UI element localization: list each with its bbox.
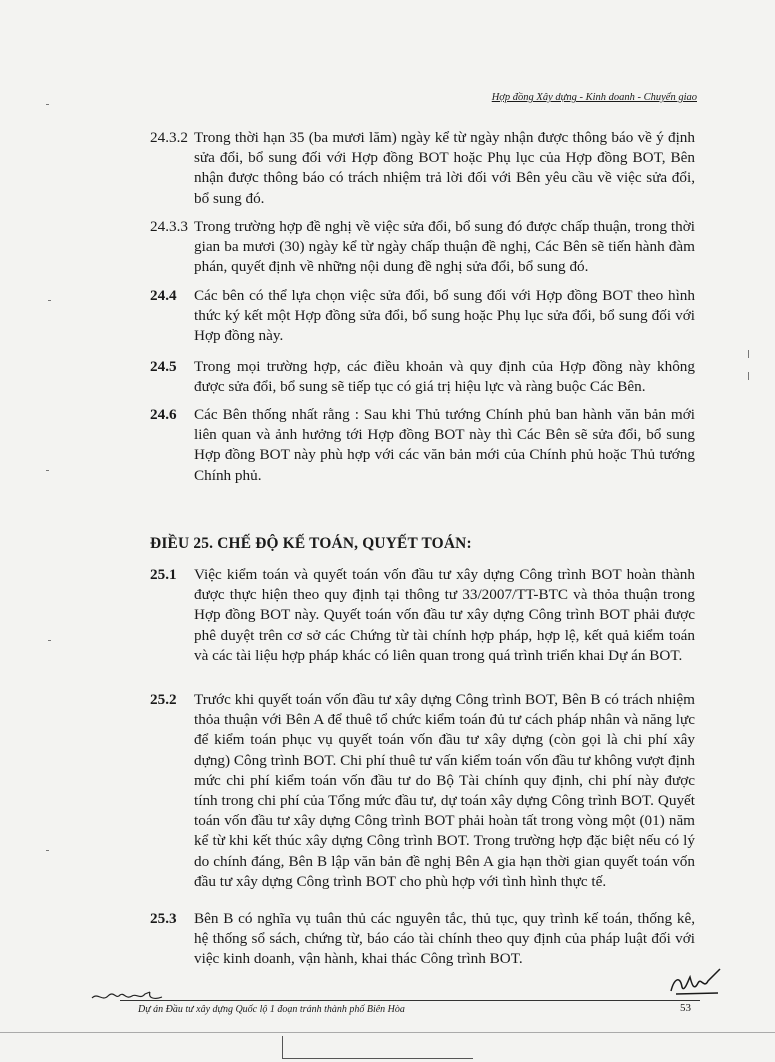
margin-mark	[48, 640, 51, 641]
clause-number: 24.3.2	[150, 129, 188, 146]
clause-25-3	[150, 909, 695, 970]
clause-24-4	[150, 286, 695, 347]
clause-text: Bên B có nghĩa vụ tuân thủ các nguyên tắc, thủ tục, quy trình kế toán, thống kê, hệ thống sổ sách, chứng từ, báo cáo tài chính theo quy định của pháp luật đối với việc kinh doanh, vận hành, khai thác Công trình BOT.	[194, 910, 695, 968]
margin-mark	[46, 850, 49, 851]
margin-mark	[748, 372, 749, 380]
footer-project-name: Dự án Đầu tư xây dựng Quốc lộ 1 đoạn tránh thành phố Biên Hòa	[138, 1004, 405, 1015]
clause-text: Trong mọi trường hợp, các điều khoản và quy định của Hợp đồng này không được sửa đổi, bổ sung sẽ tiếp tục có giá trị hiệu lực và ràng buộc Các Bên.	[194, 358, 695, 396]
margin-mark	[46, 104, 49, 105]
clause-number: 24.3.3	[150, 218, 188, 235]
margin-mark	[46, 470, 49, 471]
clause-text: Các bên có thể lựa chọn việc sửa đổi, bổ sung đối với Hợp đồng BOT theo hình thức ký kết một Hợp đồng sửa đổi, bổ sung hoặc Phụ lục sửa đổi, bổ sung đối với Hợp đồng này.	[194, 287, 695, 345]
page-number: 53	[680, 1002, 691, 1014]
margin-mark	[48, 300, 51, 301]
clause-number: 25.2	[150, 691, 177, 708]
clause-text: Trong thời hạn 35 (ba mươi lăm) ngày kể từ ngày nhận được thông báo về ý định sửa đổi, bổ sung đối với Hợp đồng BOT hoặc Phụ lục của Hợp đồng BOT, Bên nhận được thông báo có trách nhiệm trả lời đối với Bên yêu cầu về việc sửa đổi, bổ sung đó.	[194, 129, 695, 207]
clause-24-3-2	[150, 128, 695, 209]
clause-number: 24.5	[150, 358, 177, 375]
clause-text: Trước khi quyết toán vốn đầu tư xây dựng Công trình BOT, Bên B có trách nhiệm thỏa thuận với Bên A để thuê tổ chức kiểm toán đủ tư cách pháp nhân và năng lực để kiểm toán phục vụ quyết toán vốn đầu tư xây dựng (còn gọi là chi phí xây dựng) Công trình BOT. Chi phí thuê tư vấn kiểm toán vốn đầu tư không vượt định mức chi phí kiểm toán vốn đầu tư do Bộ Tài chính quy định, chi phí này được tính trong chi phí của Tổng mức đầu tư, dự toán xây dựng Công trình BOT. Quyết toán vốn đầu tư xây dựng Công trình BOT phải hoàn tất trong vòng một (01) năm kể từ khi kết thúc xây dựng Công trình BOT. Trong trường hợp đặc biệt nếu có lý do chính đáng, Bên B lập văn bản đề nghị Bên A gia hạn thời gian quyết toán vốn đầu tư xây dựng Công trình BOT cho phù hợp với tình hình thực tế.	[194, 691, 695, 890]
clause-number: 25.3	[150, 910, 177, 927]
footer-rule	[120, 1000, 700, 1001]
clause-text: Các Bên thống nhất rằng : Sau khi Thủ tướng Chính phủ ban hành văn bản mới liên quan và ảnh hưởng tới Hợp đồng BOT này thì Các Bên sẽ sửa đổi, bổ sung Hợp đồng BOT này phù hợp với các văn bản mới của Chính phủ hoặc Thủ tướng Chính phủ.	[194, 406, 695, 484]
clause-24-5	[150, 357, 695, 397]
clause-24-3-3	[150, 217, 695, 278]
clause-number: 25.1	[150, 566, 177, 583]
clause-number: 24.4	[150, 287, 177, 304]
scan-edge-box	[282, 1036, 473, 1059]
signature	[668, 967, 724, 997]
section-title: ĐIỀU 25. CHẾ ĐỘ KẾ TOÁN, QUYẾT TOÁN:	[150, 535, 472, 552]
scan-edge-rule	[0, 1032, 775, 1033]
clause-25-2	[150, 690, 695, 892]
clause-25-1	[150, 565, 695, 666]
clause-number: 24.6	[150, 406, 177, 423]
clause-text: Việc kiểm toán và quyết toán vốn đầu tư xây dựng Công trình BOT hoàn thành được thực hiện theo quy định tại thông tư 33/2007/TT-BTC và thỏa thuận trong Hợp đồng BOT này. Quyết toán vốn đầu tư xây dựng Công trình BOT phải được phê duyệt trên cơ sở các Chứng từ tài chính hợp pháp, hợp lệ, kết quả kiểm toán và các tài liệu hợp pháp khác có liên quan trong quá trình triển khai Dự án BOT.	[194, 566, 695, 664]
running-header: Hợp đồng Xây dựng - Kinh doanh - Chuyển giao	[491, 92, 697, 103]
clause-24-6	[150, 405, 695, 486]
clause-text: Trong trường hợp đề nghị về việc sửa đổi, bổ sung đó được chấp thuận, trong thời gian ba mươi (30) ngày kể từ ngày chấp thuận đề nghị, Các Bên sẽ tiến hành đàm phán, quyết định về những nội dung đề nghị sửa đổi, bổ sung đó.	[194, 218, 695, 276]
margin-mark	[748, 350, 749, 358]
